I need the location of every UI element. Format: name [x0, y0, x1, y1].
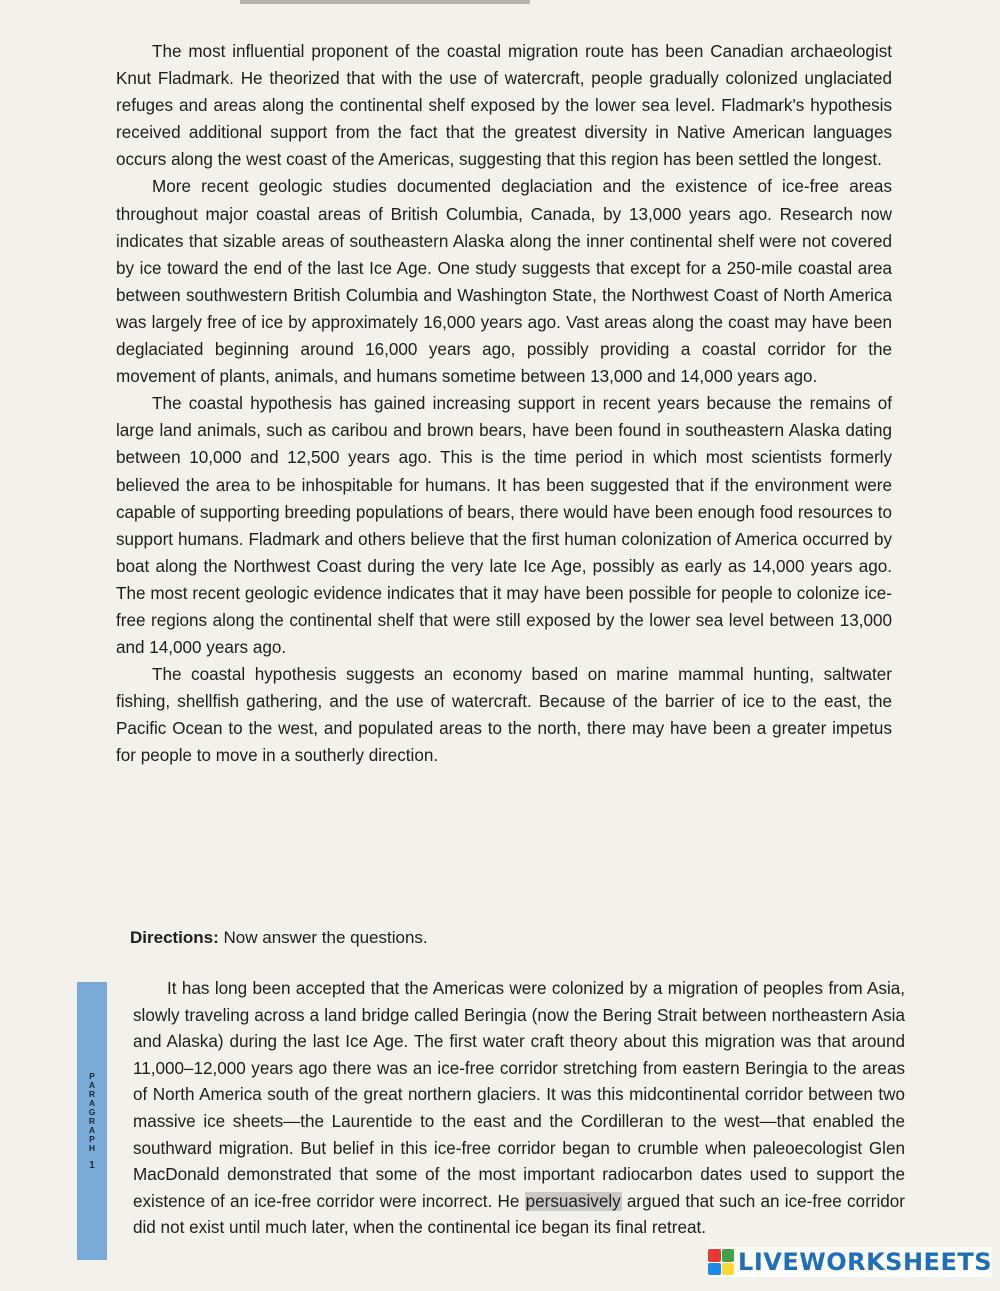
paragraph-tab-label: PARAGRAPH — [87, 1071, 97, 1152]
liveworksheets-logo-icon — [708, 1249, 734, 1275]
question-paragraph — [133, 976, 905, 1242]
question-paragraph-text — [133, 976, 905, 1242]
logo-square-red — [708, 1249, 721, 1262]
logo-square-blue — [708, 1263, 721, 1276]
question-text-after: argued that such an ice-free corridor did not exist until much later, when the continental ice began its final retreat. — [133, 1191, 905, 1238]
paragraph-tab-number: 1 — [89, 1160, 95, 1171]
liveworksheets-brand-name: LIVEWORKSHEETS — [738, 1248, 992, 1276]
directions-label: Directions: — [130, 928, 219, 947]
directions — [130, 924, 830, 951]
logo-square-green — [722, 1249, 735, 1262]
directions-text: Now answer the questions. — [218, 928, 428, 947]
paragraph-tab — [77, 982, 107, 1260]
reading-paragraph-4: The coastal hypothesis suggests an economy based on marine mammal hunting, saltwater fishing, shellfish gathering, and the use of watercraft. Because of the barrier of ice to the east, the Pacific Ocean to the west, and populated areas to the north, there may have been a greater impetus for people to move in a southerly direction. — [116, 665, 892, 766]
logo-square-yellow — [722, 1263, 735, 1276]
reading-passage — [116, 38, 892, 770]
reading-paragraph-2: More recent geologic studies documented deglaciation and the existence of ice-free areas throughout major coastal areas of British Columbia, Canada, by 13,000 years ago. Research now indicates that sizable areas of southeastern Alaska along the inner continental shelf were not covered by ice toward the end of the last Ice Age. One study suggests that except for a 250-mile coastal area between southwestern British Columbia and Washington State, the Northwest Coast of North America was largely free of ice by approximately 16,000 years ago. Vast areas along the coast may have been deglaciated beginning around 16,000 years ago, possibly providing a coastal corridor for the movement of plants, animals, and humans sometime between 13,000 and 14,000 years ago. — [116, 177, 892, 387]
top-rule — [240, 0, 530, 4]
reading-paragraph-3: The coastal hypothesis has gained increasing support in recent years because the remains of large land animals, such as caribou and brown bears, have been found in southeastern Alaska dating between 10,000 and 12,500 years ago. This is the time period in which most scientists formerly believed the area to be inhospitable for humans. It has been suggested that if the environment were capable of supporting breeding populations of bears, there would have been enough food resources to support humans. Fladmark and others believe that the first human colonization of America occurred by boat along the Northwest Coast during the very late Ice Age, possibly as early as 14,000 years ago. The most recent geologic evidence indicates that it may have been possible for people to colonize ice-free regions along the continental shelf that were still exposed by the lower sea level between 13,000 and 14,000 years ago. — [116, 394, 892, 658]
liveworksheets-watermark — [708, 1247, 992, 1277]
question-text-before: It has long been accepted that the Americas were colonized by a migration of peoples from Asia, slowly traveling across a land bridge called Beringia (now the Bering Strait between northeastern Asia and Alaska) during the last Ice Age. The first water craft theory about this migration was that around 11,000–12,000 years ago there was an ice-free corridor stretching from eastern Beringia to the areas of North America south of the great northern glaciers. It was this midcontinental corridor between two massive ice sheets—the Laurentide to the east and the Cordilleran to the west—that enabled the southward migration. But belief in this ice-free corridor began to crumble when paleoecologist Glen MacDonald demonstrated that some of the most important radiocarbon dates used to support the existence of an ice-free corridor were incorrect. He — [133, 979, 905, 1211]
reading-paragraph-1: The most influential proponent of the coastal migration route has been Canadian archaeologist Knut Fladmark. He theorized that with the use of watercraft, people gradually colonized unglaciated refuges and areas along the continental shelf exposed by the lower sea level. Fladmark's hypothesis received additional support from the fact that the greatest diversity in Native American languages occurs along the west coast of the Americas, suggesting that this region has been settled the longest. — [116, 42, 892, 170]
highlighted-word[interactable]: persuasively — [525, 1191, 621, 1211]
